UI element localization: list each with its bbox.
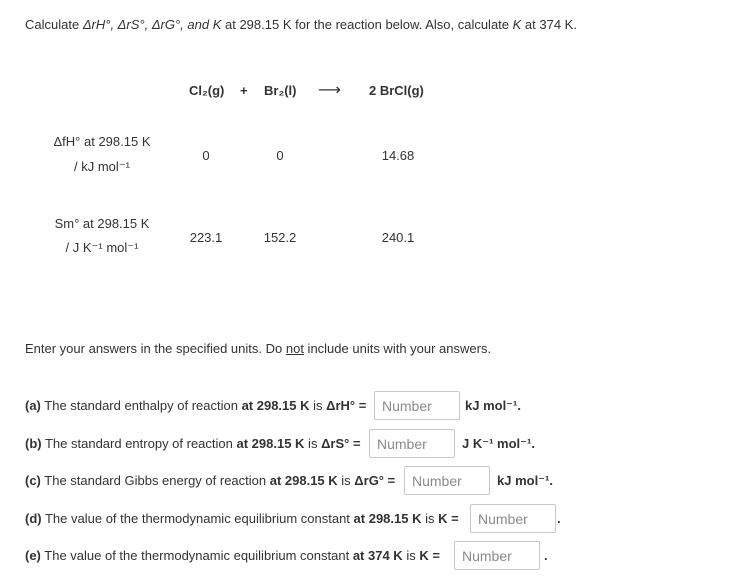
reactant-br2: Br₂(l) bbox=[264, 83, 297, 98]
question-k-symbol: K bbox=[512, 17, 522, 32]
row-label-entropy-line1: Sm° at 298.15 K bbox=[54, 216, 150, 231]
instructions-not: not bbox=[285, 341, 304, 356]
enthalpy-value-br2: 0 bbox=[276, 148, 284, 163]
instructions-after: include units with your answers. bbox=[303, 341, 492, 356]
answer-b-body: The standard entropy of reaction bbox=[41, 436, 237, 451]
enthalpy-value-cl2: 0 bbox=[202, 148, 210, 163]
answer-a-mid: is bbox=[309, 398, 327, 413]
answer-d-body: The value of the thermodynamic equilibrium constant bbox=[41, 511, 354, 526]
answer-a-input[interactable] bbox=[374, 391, 460, 420]
answer-d-unit: . bbox=[557, 511, 561, 526]
row-label-enthalpy-line2: / kJ mol⁻¹ bbox=[74, 159, 130, 174]
answer-a-symbol: ΔrH° = bbox=[326, 398, 367, 413]
question-symbols: ΔrH°, ΔrS°, ΔrG°, and K bbox=[82, 17, 222, 32]
answer-c-unit: kJ mol⁻¹. bbox=[497, 473, 553, 488]
reaction-arrow: ⟶ bbox=[318, 82, 341, 99]
row-label-enthalpy-line1: ΔfH° at 298.15 K bbox=[53, 134, 151, 149]
answer-d-input[interactable] bbox=[470, 504, 556, 533]
answer-e-body: The value of the thermodynamic equilibrium constant bbox=[40, 548, 353, 563]
answer-e-mid: is bbox=[402, 548, 420, 563]
answer-b-symbol: ΔrS° = bbox=[321, 436, 361, 451]
answer-d-mid: is bbox=[421, 511, 439, 526]
instructions-before: Enter your answers in the specified units. Do bbox=[25, 341, 286, 356]
answer-a-text bbox=[25, 398, 366, 413]
entropy-value-cl2: 223.1 bbox=[189, 230, 223, 245]
answer-a-unit: kJ mol⁻¹. bbox=[465, 398, 521, 413]
answer-e-prefix: (e) bbox=[25, 548, 41, 563]
answer-a-condition: at 298.15 K bbox=[241, 398, 310, 413]
entropy-value-br2: 152.2 bbox=[263, 230, 297, 245]
answer-c-condition: at 298.15 K bbox=[269, 473, 338, 488]
answer-b-input[interactable] bbox=[369, 429, 455, 458]
answer-e-input[interactable] bbox=[454, 541, 540, 570]
answer-d-prefix: (d) bbox=[25, 511, 42, 526]
answer-c-input[interactable] bbox=[404, 466, 490, 495]
reactant-cl2: Cl₂(g) bbox=[189, 83, 225, 98]
answer-e-condition: at 374 K bbox=[352, 548, 403, 563]
product-brcl: 2 BrCl(g) bbox=[369, 83, 424, 98]
instructions bbox=[25, 341, 491, 356]
answer-b-unit: J K⁻¹ mol⁻¹. bbox=[462, 436, 535, 451]
answer-d-text bbox=[25, 511, 459, 526]
row-label-entropy-line2: / J K⁻¹ mol⁻¹ bbox=[65, 240, 139, 255]
answer-c-mid: is bbox=[337, 473, 355, 488]
answer-c-symbol: ΔrG° = bbox=[354, 473, 396, 488]
answer-a-body: The standard enthalpy of reaction bbox=[40, 398, 242, 413]
answer-b-condition: at 298.15 K bbox=[236, 436, 305, 451]
answer-e-text bbox=[25, 548, 440, 563]
entropy-value-brcl: 240.1 bbox=[381, 230, 415, 245]
enthalpy-value-brcl: 14.68 bbox=[381, 148, 415, 163]
answer-b-prefix: (b) bbox=[25, 436, 42, 451]
answer-c-text bbox=[25, 473, 395, 488]
question-text bbox=[25, 17, 577, 32]
answer-a-prefix: (a) bbox=[25, 398, 41, 413]
answer-e-symbol: K = bbox=[419, 548, 440, 563]
answer-e-unit: . bbox=[544, 548, 548, 563]
question-suffix: at 374 K. bbox=[521, 17, 577, 32]
reaction-plus: + bbox=[240, 83, 248, 98]
answer-d-symbol: K = bbox=[438, 511, 459, 526]
answer-d-condition: at 298.15 K bbox=[353, 511, 422, 526]
answer-b-mid: is bbox=[304, 436, 322, 451]
question-prefix: Calculate bbox=[25, 17, 83, 32]
question-body: at 298.15 K for the reaction below. Also, calculate bbox=[221, 17, 513, 32]
answer-c-body: The standard Gibbs energy of reaction bbox=[40, 473, 270, 488]
answer-b-text bbox=[25, 436, 361, 451]
answer-c-prefix: (c) bbox=[25, 473, 41, 488]
